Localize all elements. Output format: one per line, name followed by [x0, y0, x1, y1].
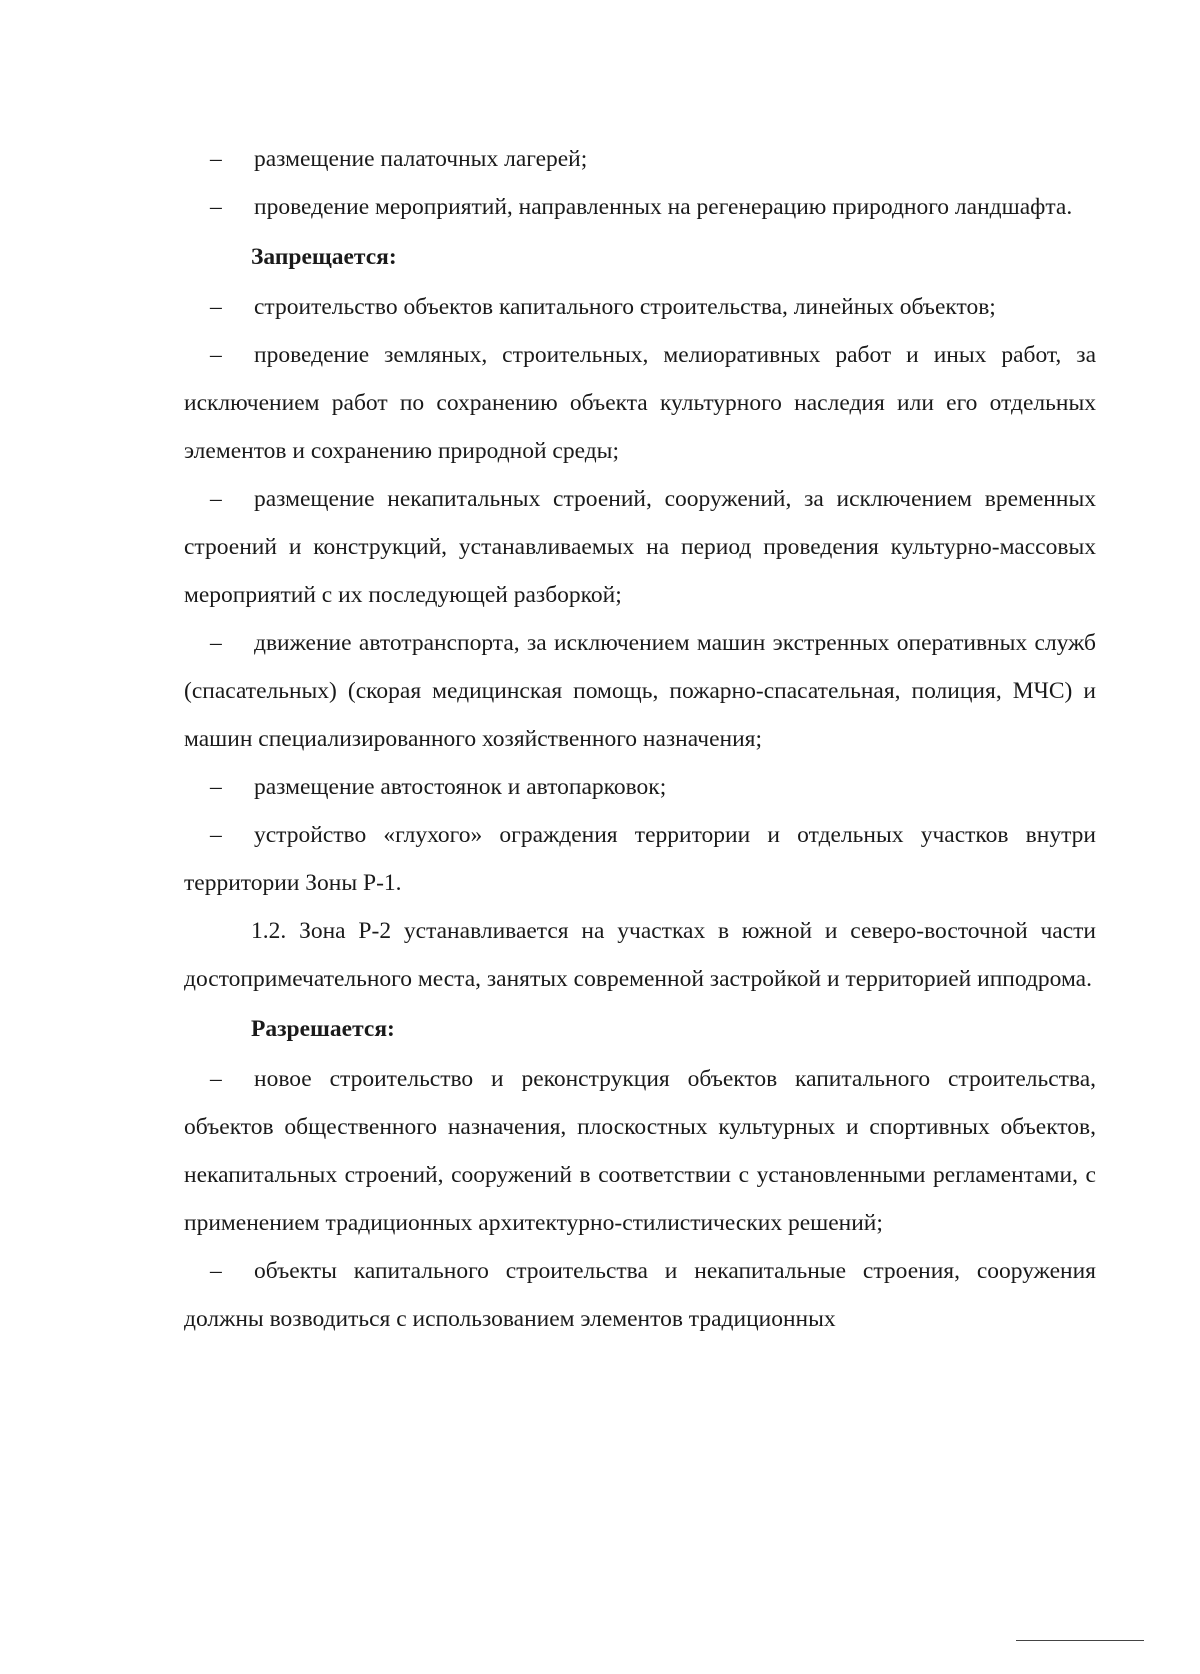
list-item: [184, 1247, 1096, 1343]
list-item-text: объекты капитального строительства и некапитальные строения, сооружения должны возводиться с использованием элементов традиционных: [184, 1258, 1096, 1332]
list-item-text: новое строительство и реконструкция объектов капитального строительства, объектов общественного назначения, плоскостных культурных и спортивных объектов, некапитальных строений, сооружений в соответствии с установленными регламентами, с применением традиционных архитектурно-стилистических решений;: [184, 1066, 1096, 1236]
list-item-text: движение автотранспорта, за исключением машин экстренных оперативных служб (спасательных) (скорая медицинская помощь, пожарно-спасательная, полиция, МЧС) и машин специализированного хозяйственного назначения;: [184, 630, 1096, 752]
list-dash: –: [210, 294, 222, 320]
list-dash: –: [210, 146, 222, 172]
document-body: [184, 135, 1096, 1343]
list-dash: –: [210, 486, 222, 512]
section-paragraph: 1.2. Зона Р-2 устанавливается на участках в южной и северо-восточной части достопримечательного места, занятых современной застройкой и территорией ипподрома.: [184, 918, 1096, 992]
list-item: [184, 1055, 1096, 1247]
list-dash: –: [210, 630, 222, 656]
list-item: [184, 811, 1096, 907]
list-item: [184, 183, 1096, 231]
list-item-text: строительство объектов капитального строительства, линейных объектов;: [254, 294, 996, 320]
list-dash: –: [210, 822, 222, 848]
list-item: [184, 283, 1096, 331]
footer-rule: [1016, 1640, 1144, 1641]
section-heading-allowed: Разрешается:: [251, 1016, 395, 1042]
list-item: [184, 619, 1096, 763]
list-item-text: размещение палаточных лагерей;: [254, 146, 588, 172]
list-item-text: проведение мероприятий, направленных на регенерацию природного ландшафта.: [254, 194, 1073, 220]
list-dash: –: [210, 1066, 222, 1092]
list-dash: –: [210, 194, 222, 220]
section-heading-prohibited: Запрещается:: [251, 244, 397, 270]
list-item-text: размещение автостоянок и автопарковок;: [254, 774, 667, 800]
list-item: [184, 331, 1096, 475]
list-item-text: размещение некапитальных строений, сооружений, за исключением временных строений и конструкций, устанавливаемых на период проведения культурно-массовых мероприятий с их последующей разборкой;: [184, 486, 1096, 608]
list-item: [184, 135, 1096, 183]
list-item-text: устройство «глухого» ограждения территории и отдельных участков внутри территории Зоны Р-1.: [184, 822, 1096, 896]
list-dash: –: [210, 774, 222, 800]
list-dash: –: [210, 342, 222, 368]
list-item: [184, 475, 1096, 619]
list-dash: –: [210, 1258, 222, 1284]
list-item: [184, 763, 1096, 811]
list-item-text: проведение земляных, строительных, мелиоративных работ и иных работ, за исключением работ по сохранению объекта культурного наследия или его отдельных элементов и сохранению природной среды;: [184, 342, 1096, 464]
